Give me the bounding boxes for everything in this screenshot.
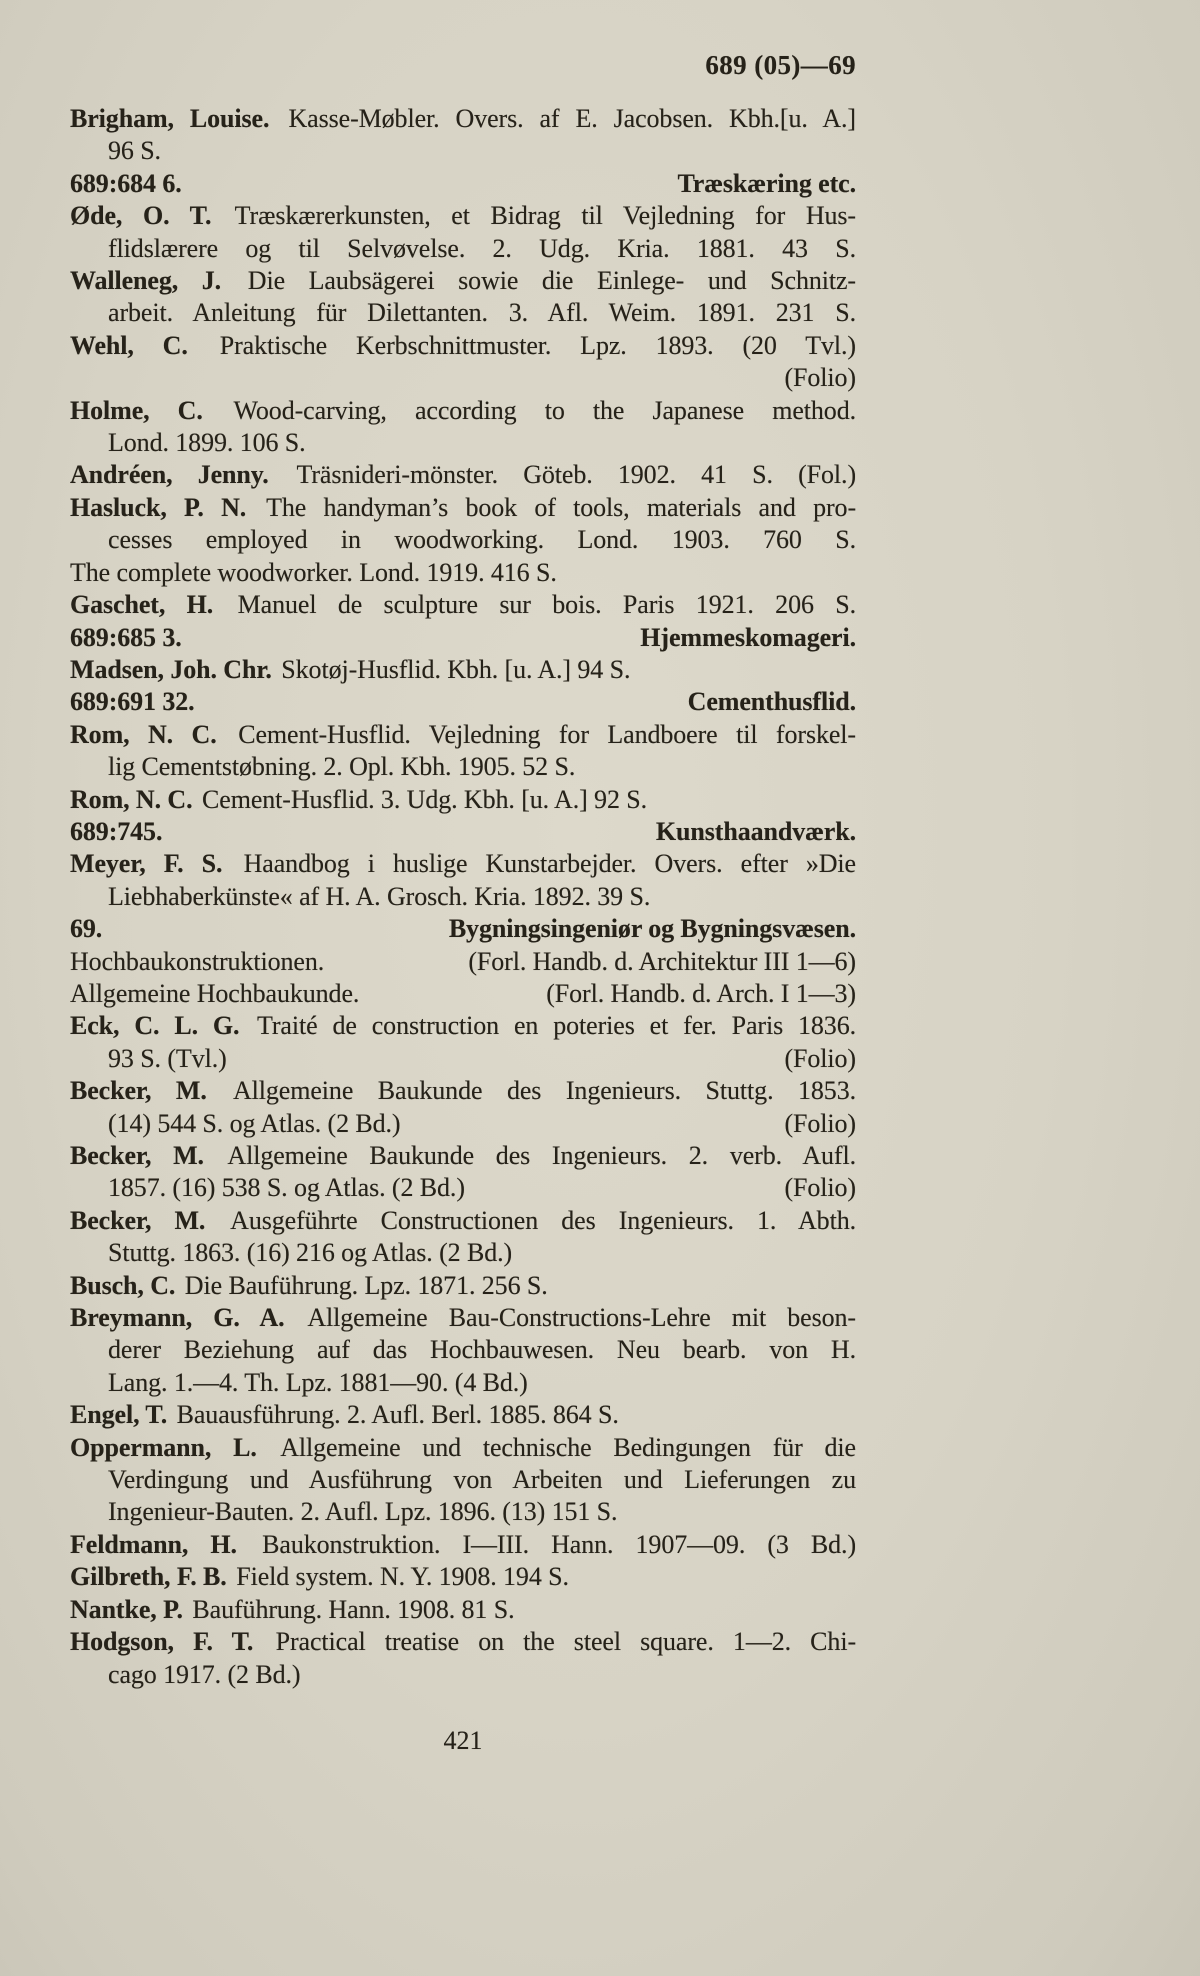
entry-line-right-text: (Folio) <box>784 1108 856 1138</box>
bibliography-entry <box>70 1626 856 1691</box>
bibliography-entry <box>70 459 856 491</box>
bibliography-entry <box>70 848 856 913</box>
page-header-classification: 689 (05)—69 <box>705 50 856 80</box>
section-number: 689:745. <box>70 816 163 846</box>
entry-line: (Folio) (14) 544 S. og Atlas. (2 Bd.) <box>70 1108 856 1140</box>
bibliography-entry <box>70 1399 856 1431</box>
entry-author-name: Øde, O. T. <box>70 201 212 231</box>
entry-line: 96 S. <box>108 136 161 166</box>
section-heading <box>70 168 856 200</box>
entry-line-right-text: (Folio) <box>784 363 856 393</box>
entry-line: Hasluck, P. N. The handyman’s book of tools, materials and pro- <box>70 492 856 522</box>
entry-line: Hodgson, F. T. Practical treatise on the steel square. 1—2. Chi- <box>70 1627 856 1657</box>
entry-line: Busch, C. Die Bauführung. Lpz. 1871. 256 S. <box>70 1270 548 1300</box>
entry-line: Gaschet, H. Manuel de sculpture sur bois. Paris 1921. 206 S. <box>70 590 856 620</box>
bibliography-entry <box>70 492 856 557</box>
entry-line: Liebhaberkünste« af H. A. Grosch. Kria. 1892. 39 S. <box>108 881 651 911</box>
section-number: 689:685 3. <box>70 622 182 652</box>
section-number: 69. <box>70 914 103 944</box>
entry-line: Oppermann, L. Allgemeine und technische Bedingungen für die <box>70 1432 856 1462</box>
bibliography-entry <box>70 589 856 621</box>
entry-line: cago 1917. (2 Bd.) <box>108 1659 301 1689</box>
section-number: 689:684 6. <box>70 168 182 198</box>
entry-line: Andréen, Jenny. Träsnideri-mönster. Göteb. 1902. 41 S. (Fol.) <box>70 460 856 490</box>
entry-line: The complete woodworker. Lond. 1919. 416 S. <box>70 557 557 587</box>
bibliography-entry <box>70 265 856 330</box>
entry-line: Becker, M. Ausgeführte Constructionen des Ingenieurs. 1. Abth. <box>70 1205 856 1235</box>
section-heading <box>70 913 856 945</box>
bibliography-entry <box>70 978 856 1010</box>
entry-author-name: Feldmann, H. <box>70 1529 237 1559</box>
entry-author-name: Andréen, Jenny. <box>70 460 269 490</box>
entry-line: flidslærere og til Selvøvelse. 2. Udg. Kria. 1881. 43 S. <box>108 233 856 263</box>
entry-line: Brigham, Louise. Kasse-Møbler. Overs. af E. Jacobsen. Kbh.[u. A.] <box>70 104 856 133</box>
bibliography-entries <box>70 103 856 1691</box>
entry-line: Nantke, P. Bauführung. Hann. 1908. 81 S. <box>70 1594 515 1624</box>
entry-author-name: Oppermann, L. <box>70 1432 257 1462</box>
entry-line: Wehl, C. Praktische Kerbschnittmuster. Lpz. 1893. (20 Tvl.) <box>70 330 856 360</box>
entry-author-name: Walleneg, J. <box>70 266 222 296</box>
section-heading <box>70 622 856 654</box>
bibliography-entry <box>70 1270 856 1302</box>
page-number: 421 <box>443 1726 483 1755</box>
entry-line: Gilbreth, F. B. Field system. N. Y. 1908. 194 S. <box>70 1562 569 1592</box>
entry-author-name: Rom, N. C. <box>70 719 217 749</box>
section-title: Bygningsingeniør og Bygningsvæsen. <box>448 914 856 944</box>
entry-line: Becker, M. Allgemeine Baukunde des Ingenieurs. 2. verb. Aufl. <box>70 1141 856 1170</box>
entry-author-name: Nantke, P. <box>70 1594 183 1624</box>
entry-author-name: Rom, N. C. <box>70 784 193 814</box>
entry-line: Verdingung und Ausführung von Arbeiten und Lieferungen zu <box>108 1465 856 1495</box>
section-title: Træskæring etc. <box>677 168 856 198</box>
entry-author-name: Eck, C. L. G. <box>70 1011 240 1041</box>
section-number: 689:691 32. <box>70 687 195 717</box>
entry-author-name: Becker, M. <box>70 1205 206 1235</box>
entry-author-name: Becker, M. <box>70 1076 207 1106</box>
entry-line: (Forl. Handb. d. Architektur III 1—6) Hochbaukonstruktionen. <box>70 946 856 978</box>
entry-line: Lang. 1.—4. Th. Lpz. 1881—90. (4 Bd.) <box>108 1367 528 1397</box>
entry-author-name: Gaschet, H. <box>70 590 214 620</box>
entry-line: (Forl. Handb. d. Arch. I 1—3) Allgemeine Hochbaukunde. <box>70 978 856 1010</box>
scanned-book-page <box>70 50 856 1691</box>
entry-line: Madsen, Joh. Chr. Skotøj-Husflid. Kbh. [u. A.] 94 S. <box>70 654 631 684</box>
entry-line: Meyer, F. S. Haandbog i huslige Kunstarbejder. Overs. efter »Die <box>70 849 856 879</box>
bibliography-entry <box>70 1432 856 1529</box>
entry-line: Øde, O. T. Træskærerkunsten, et Bidrag til Vejledning for Hus- <box>70 201 856 231</box>
entry-line: cesses employed in woodworking. Lond. 1903. 760 S. <box>108 525 856 555</box>
bibliography-entry <box>70 1302 856 1399</box>
bibliography-entry <box>70 784 856 816</box>
entry-author-name: Engel, T. <box>70 1400 168 1430</box>
entry-author-name: Hasluck, P. N. <box>70 492 247 522</box>
entry-author-name: Gilbreth, F. B. <box>70 1562 227 1592</box>
entry-author-name: Hodgson, F. T. <box>70 1627 254 1657</box>
section-title: Kunsthaandværk. <box>655 816 856 846</box>
bibliography-entry <box>70 1075 856 1140</box>
entry-author-name: Brigham, Louise. <box>70 104 270 133</box>
entry-line: arbeit. Anleitung für Dilettanten. 3. Afl. Weim. 1891. 231 S. <box>108 298 856 328</box>
section-heading <box>70 816 856 848</box>
entry-author-name: Wehl, C. <box>70 330 188 360</box>
bibliography-entry <box>70 395 856 460</box>
bibliography-entry <box>70 654 856 686</box>
bibliography-entry <box>70 330 856 395</box>
entry-line: Walleneg, J. Die Laubsägerei sowie die Einlege- und Schnitz- <box>70 266 856 296</box>
entry-author-name: Holme, C. <box>70 395 203 425</box>
entry-line: Rom, N. C. Cement-Husflid. Vejledning for Landboere til forskel- <box>70 719 856 749</box>
bibliography-entry <box>70 103 856 168</box>
bibliography-entry <box>70 1205 856 1270</box>
entry-line: Stuttg. 1863. (16) 216 og Atlas. (2 Bd.) <box>108 1238 513 1268</box>
entry-line: Ingenieur-Bauten. 2. Aufl. Lpz. 1896. (13) 151 S. <box>108 1497 618 1527</box>
entry-line: lig Cementstøbning. 2. Opl. Kbh. 1905. 52 S. <box>108 752 576 782</box>
entry-line: Becker, M. Allgemeine Baukunde des Ingenieurs. Stuttg. 1853. <box>70 1076 856 1106</box>
entry-line: Feldmann, H. Baukonstruktion. I—III. Hann. 1907—09. (3 Bd.) <box>70 1529 856 1559</box>
entry-line: Eck, C. L. G. Traité de construction en poteries et fer. Paris 1836. <box>70 1011 856 1041</box>
entry-author-name: Becker, M. <box>70 1141 204 1170</box>
bibliography-entry <box>70 719 856 784</box>
entry-author-name: Busch, C. <box>70 1270 176 1300</box>
section-title: Cementhusflid. <box>687 687 856 717</box>
entry-line: Engel, T. Bauausführung. 2. Aufl. Berl. 1885. 864 S. <box>70 1400 619 1430</box>
section-heading <box>70 686 856 718</box>
entry-line: (Folio) 93 S. (Tvl.) <box>70 1043 856 1075</box>
entry-line: derer Beziehung auf das Hochbauwesen. Neu bearb. von H. <box>108 1335 856 1365</box>
entry-line-right-text: (Forl. Handb. d. Arch. I 1—3) <box>546 978 856 1008</box>
bibliography-entry <box>70 1529 856 1561</box>
entry-author-name: Madsen, Joh. Chr. <box>70 654 272 684</box>
section-title: Hjemmeskomageri. <box>640 622 856 652</box>
bibliography-entry <box>70 200 856 265</box>
entry-line: Lond. 1899. 106 S. <box>108 428 306 458</box>
entry-line: Rom, N. C. Cement-Husflid. 3. Udg. Kbh. [u. A.] 92 S. <box>70 784 648 814</box>
bibliography-entry <box>70 946 856 978</box>
bibliography-entry <box>70 1594 856 1626</box>
bibliography-entry <box>70 557 856 589</box>
bibliography-entry <box>70 1140 856 1205</box>
entry-line: Holme, C. Wood-carving, according to the Japanese method. <box>70 395 856 425</box>
entry-line <box>70 362 856 394</box>
entry-author-name: Breymann, G. A. <box>70 1303 285 1333</box>
entry-line-right-text: (Folio) <box>784 1173 856 1203</box>
entry-line-right-text: (Folio) <box>784 1043 856 1073</box>
bibliography-entry <box>70 1010 856 1075</box>
entry-line: (Folio) 1857. (16) 538 S. og Atlas. (2 Bd.) <box>70 1172 856 1204</box>
bibliography-entry <box>70 1561 856 1593</box>
entry-author-name: Meyer, F. S. <box>70 849 223 879</box>
entry-line: Breymann, G. A. Allgemeine Bau-Constructions-Lehre mit beson- <box>70 1303 856 1333</box>
entry-line-right-text: (Forl. Handb. d. Architektur III 1—6) <box>468 946 856 976</box>
